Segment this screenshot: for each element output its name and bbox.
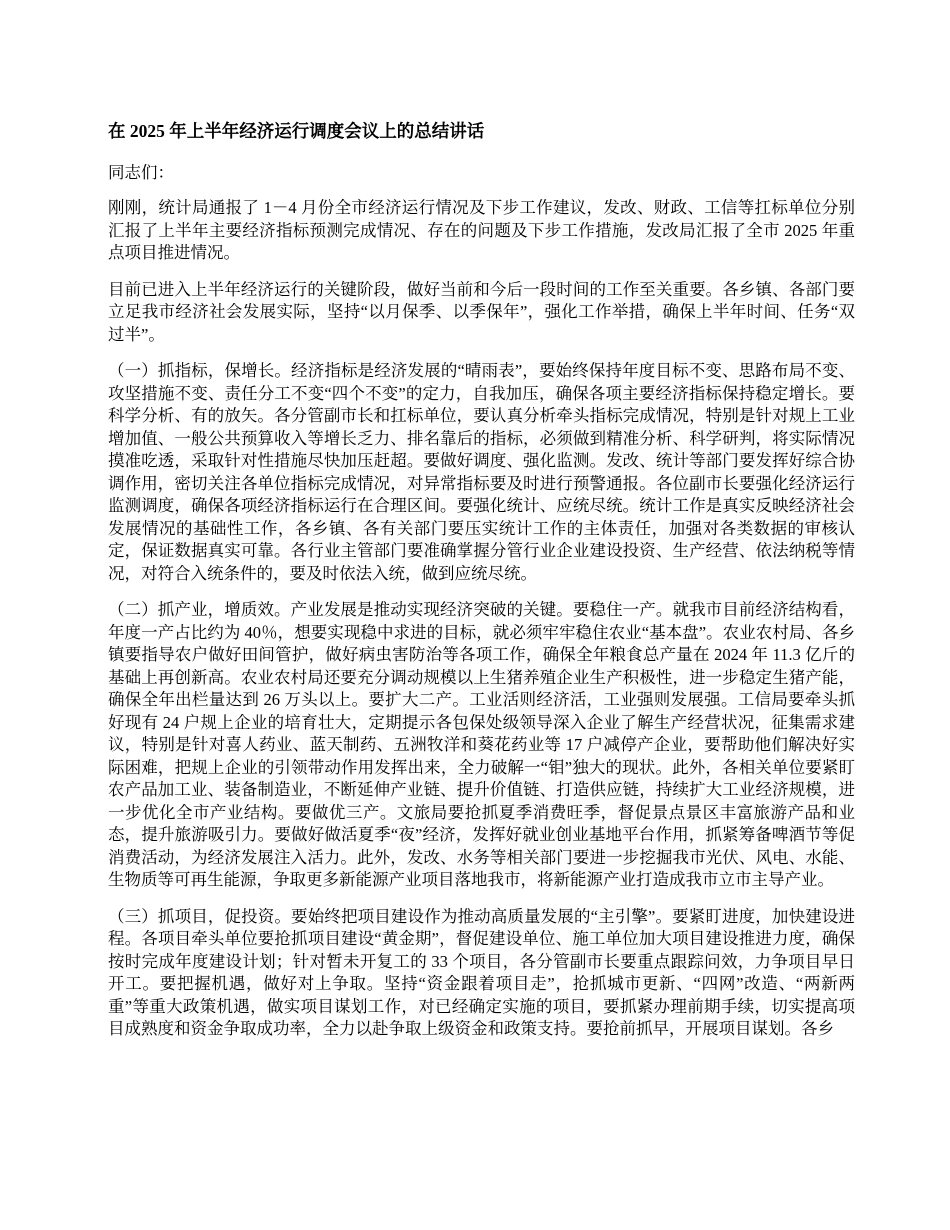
paragraph-section-2-industry: （二）抓产业，增质效。产业发展是推动实现经济突破的关键。要稳住一产。就我市目前经济结构看，年度一产占比约为 40％，想要实现稳中求进的目标，就必须牢牢稳住农业“基本盘”。农业农村局、各乡镇要指导农户做好田间管护，做好病虫害防治等各项工作，确保全年粮食总产量在 2024 年 11.3 亿斤的基础上再创新高。农业农村局还要充分调动规模以上生猪养殖企业生产积极性，进一步稳定生猪产能，确保全年出栏量达到 26 万头以上。要扩大二产。工业活则经济活，工业强则发展强。工信局要牵头抓好现有 24 户规上企业的培育壮大，定期提示各包保处级领导深入企业了解生产经营状况，征集需求建议，特别是针对喜人药业、蓝天制药、五洲牧洋和葵花药业等 17 户减停产企业，要帮助他们解决好实际困难，把规上企业的引领带动作用发挥出来，全力破解一“钼”独大的现状。此外，各相关单位要紧盯农产品加工业、装备制造业，不断延伸产业链、提升价值链、打造供应链，持续扩大工业经济规模，进一步优化全市产业结构。要做优三产。文旅局要抢抓夏季消费旺季，督促景点景区丰富旅游产品和业态，提升旅游吸引力。要做好做活夏季“夜”经济，发挥好就业创业基地平台作用，抓紧筹备啤酒节等促消费活动，为经济发展注入活力。此外，发改、水务等相关部门要进一步挖掘我市光伏、风电、水能、生物质等可再生能源，争取更多新能源产业项目落地我市，将新能源产业打造成我市立市主导产业。 <box>108 600 855 889</box>
paragraph-section-1-indicators: （一）抓指标，保增长。经济指标是经济发展的“晴雨表”，要始终保持年度目标不变、思路布局不变、攻坚措施不变、责任分工不变“四个不变”的定力，自我加压，确保各项主要经济指标保持稳定增长。要科学分析、有的放矢。各分管副市长和扛标单位，要认真分析牵头指标完成情况，特别是针对规上工业增加值、一般公共预算收入等增长乏力、排名靠后的指标，必须做到精准分析、科学研判，将实际情况摸准吃透，采取针对性措施尽快加压赶超。要做好调度、强化监测。发改、统计等部门要发挥好综合协调作用，密切关注各单位指标完成情况，对异常指标要及时进行预警通报。各位副市长要强化经济运行监测调度，确保各项经济指标运行在合理区间。要强化统计、应统尽统。统计工作是真实反映经济社会发展情况的基础性工作，各乡镇、各有关部门要压实统计工作的主体责任，加强对各类数据的审核认定，保证数据真实可靠。各行业主管部门要准确掌握分管行业企业建设投资、生产经营、依法纳税等情况，对符合入统条件的，要及时依法入统，做到应统尽统。 <box>108 361 855 583</box>
paragraph-intro: 刚刚，统计局通报了 1－4 月份全市经济运行情况及下步工作建议，发改、财政、工信等扛标单位分别汇报了上半年主要经济指标预测完成情况、存在的问题及下步工作措施，发改局汇报了全市 2025 年重点项目推进情况。 <box>108 198 855 262</box>
paragraph-overview: 目前已进入上半年经济运行的关键阶段，做好当前和今后一段时间的工作至关重要。各乡镇、各部门要立足我市经济社会发展实际，坚持“以月保季、以季保年”，强化工作举措，确保上半年时间、任务“双过半”。 <box>108 279 855 344</box>
salutation: 同志们： <box>108 163 174 182</box>
paragraph-section-3-projects: （三）抓项目，促投资。要始终把项目建设作为推动高质量发展的“主引擎”。要紧盯进度，加快建设进程。各项目牵头单位要抢抓项目建设“黄金期”，督促建设单位、施工单位加大项目建设推进力度，确保按时完成年度建设计划；针对暂未开复工的 33 个项目，各分管副市长要重点跟踪问效，力争项目早日开工。要把握机遇，做好对上争取。坚持“资金跟着项目走”，抢抓城市更新、“四网”改造、“两新两重”等重大政策机遇，做实项目谋划工作，对已经确定实施的项目，要抓紧办理前期手续，切实提高项目成熟度和资金争取成功率，全力以赴争取上级资金和政策支持。要抢前抓早，开展项目谋划。各乡 <box>108 906 855 1038</box>
document-title: 在 2025 年上半年经济运行调度会议上的总结讲话 <box>108 121 485 141</box>
